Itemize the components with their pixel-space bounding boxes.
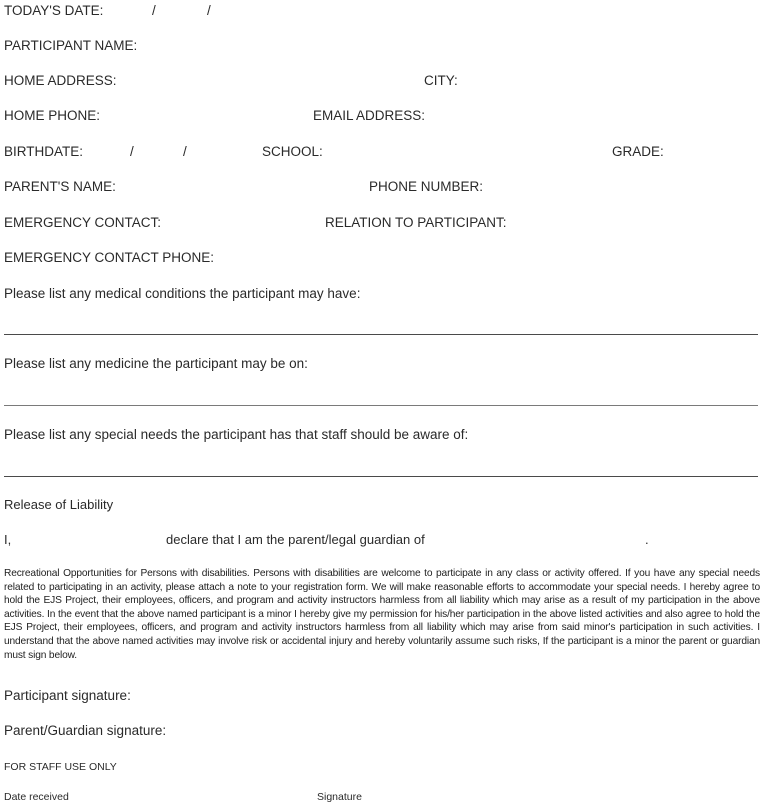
staff-use-heading: FOR STAFF USE ONLY <box>4 761 117 773</box>
date-separator: / <box>207 3 211 18</box>
home-address-label: HOME ADDRESS: <box>4 73 117 88</box>
todays-date-year-field[interactable] <box>214 3 276 19</box>
staff-signature-field[interactable] <box>369 787 537 801</box>
date-received-field[interactable] <box>76 787 262 801</box>
medical-conditions-field[interactable] <box>4 318 758 335</box>
medical-conditions-prompt: Please list any medical conditions the participant may have: <box>4 286 361 301</box>
release-body: Recreational Opportunities for Persons with disabilities. Persons with disabilities are welcome to participate in any class or activity offered. If you have any special needs related to participating in an activity, please attach a note to your registration form. We will make reasonable efforts to accommodate your special needs. I hereby agree to hold the EJS Project, their employees, officers, and program and activity instructors harmless from all liability which may arise as a result of my participation in the above activities. In the event that the above named participant is a minor I hereby give my permission for his/her participation in the above listed activities and also agree to hold the EJS Project, their employees, officers, and program and activity instructors harmless from all liability which may arise from said minor's participation in such activities. I understand that the above named activities may involve risk or accidental injury and hereby voluntarily assume such risks, If the participant is a minor the parent or guardian must sign below. <box>4 568 760 661</box>
todays-date-day-field[interactable] <box>160 3 198 19</box>
home-phone-row <box>0 108 768 128</box>
email-address-label: EMAIL ADDRESS: <box>313 108 426 123</box>
participant-name-field[interactable] <box>148 38 754 54</box>
birthdate-row <box>0 144 768 164</box>
declaration-row <box>0 532 768 552</box>
birthdate-label: BIRTHDATE: <box>4 144 84 159</box>
parents-name-row <box>0 179 768 199</box>
medicine-field[interactable] <box>4 389 758 406</box>
email-address-field[interactable] <box>434 108 753 124</box>
declaration-suffix: . <box>645 532 649 547</box>
staff-row <box>0 789 768 809</box>
emergency-contact-field[interactable] <box>174 215 320 231</box>
emergency-contact-label: EMERGENCY CONTACT: <box>4 215 162 230</box>
staff-signature-label: Signature <box>317 791 362 803</box>
emergency-contact-phone-field[interactable] <box>227 250 461 266</box>
special-needs-prompt: Please list any special needs the participant has that staff should be aware of: <box>4 427 469 442</box>
emergency-contact-phone-label: EMERGENCY CONTACT PHONE: <box>4 250 215 265</box>
date-received-label: Date received <box>4 791 69 803</box>
emergency-contact-row <box>0 215 768 235</box>
participant-name-label: PARTICIPANT NAME: <box>4 38 138 53</box>
city-label: CITY: <box>424 73 458 88</box>
home-phone-label: HOME PHONE: <box>4 108 101 123</box>
declaration-middle: declare that I am the parent/legal guardian of <box>166 532 425 547</box>
phone-number-label: PHONE NUMBER: <box>369 179 484 194</box>
declarant-name-field[interactable] <box>16 532 162 548</box>
school-field[interactable] <box>328 144 607 160</box>
relation-to-participant-field[interactable] <box>522 215 756 231</box>
parents-name-field[interactable] <box>125 179 365 195</box>
participant-name-row <box>0 38 768 58</box>
participant-signature-label: Participant signature: <box>4 688 131 703</box>
home-address-field[interactable] <box>125 73 420 89</box>
declaration-prefix: I, <box>4 532 12 547</box>
home-address-row <box>0 73 768 93</box>
birthdate-day-field[interactable] <box>137 144 175 160</box>
grade-label: GRADE: <box>612 144 664 159</box>
emergency-contact-phone-row <box>0 250 768 270</box>
minor-name-field[interactable] <box>448 532 644 548</box>
participant-signature-row <box>0 688 768 708</box>
city-field[interactable] <box>464 73 751 89</box>
date-separator: / <box>152 3 156 18</box>
home-phone-field[interactable] <box>107 108 309 124</box>
parents-name-label: PARENT'S NAME: <box>4 179 116 194</box>
special-needs-field[interactable] <box>4 460 758 477</box>
todays-date-row <box>0 3 768 23</box>
phone-number-field[interactable] <box>492 179 756 195</box>
date-separator: / <box>130 144 134 159</box>
date-separator: / <box>183 144 187 159</box>
todays-date-label: TODAY'S DATE: <box>4 3 104 18</box>
parent-guardian-signature-label: Parent/Guardian signature: <box>4 723 167 738</box>
relation-to-participant-label: RELATION TO PARTICIPANT: <box>325 215 507 230</box>
grade-field[interactable] <box>670 144 755 160</box>
birthdate-year-field[interactable] <box>193 144 254 160</box>
todays-date-month-field[interactable] <box>114 3 143 19</box>
birthdate-month-field[interactable] <box>91 144 121 160</box>
participant-signature-field[interactable] <box>142 688 754 704</box>
release-heading: Release of Liability <box>4 497 114 512</box>
school-label: SCHOOL: <box>262 144 323 159</box>
parent-guardian-signature-row <box>0 723 768 743</box>
medicine-prompt: Please list any medicine the participant may be on: <box>4 356 308 371</box>
parent-guardian-signature-field[interactable] <box>174 723 758 739</box>
